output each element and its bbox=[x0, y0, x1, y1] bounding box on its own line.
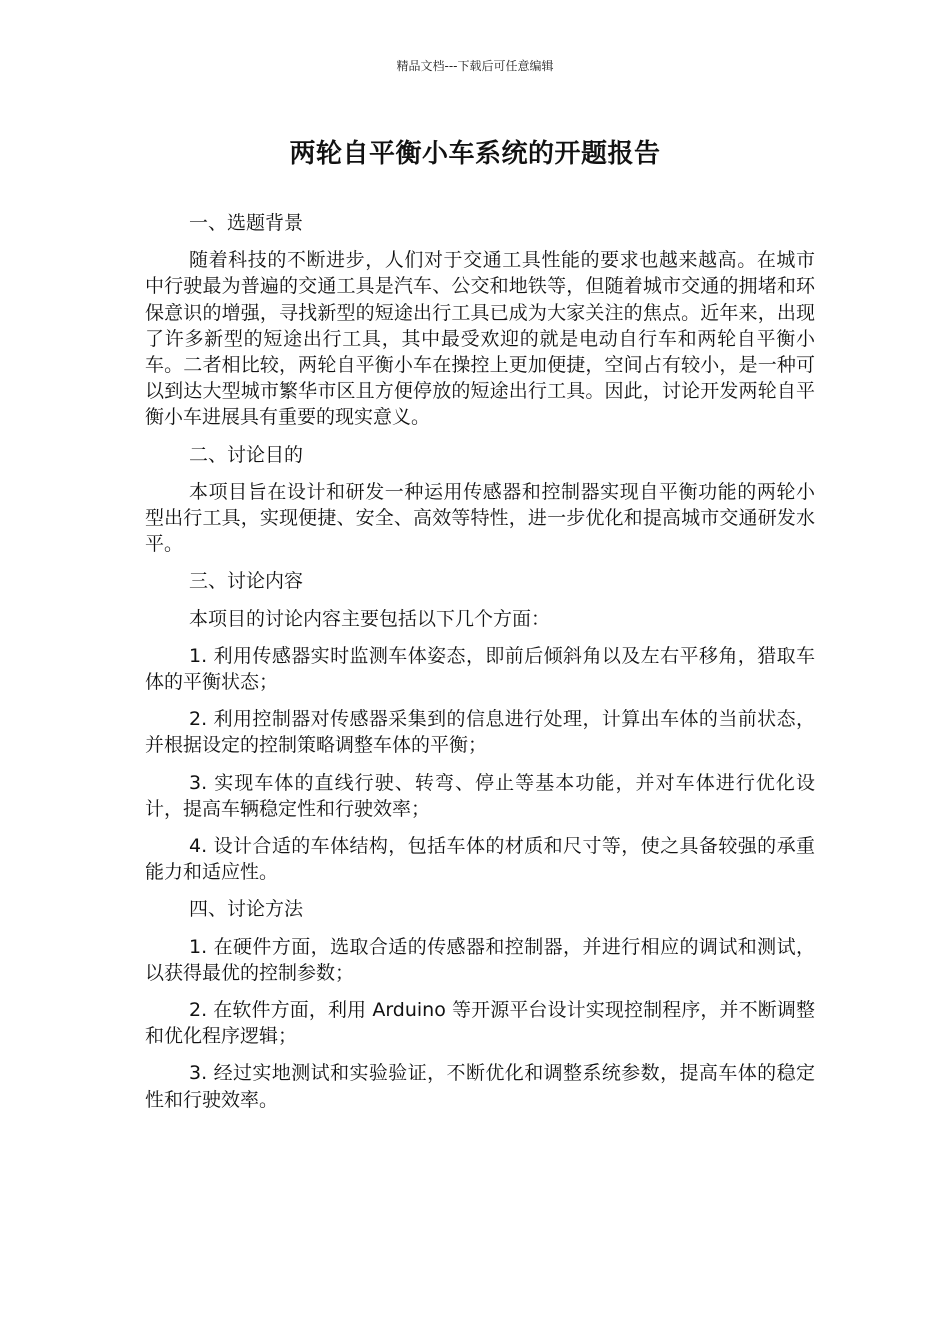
paragraph-content-item-3: 3. 实现车体的直线行驶、转弯、停止等基本功能，并对车体进行优化设计，提高车辆稳定性和行驶效率； bbox=[145, 771, 815, 820]
paragraph-content-item-1: 1. 利用传感器实时监测车体姿态，即前后倾斜角以及左右平移角，猎取车体的平衡状态； bbox=[145, 644, 815, 694]
section-heading-content: 三、讨论内容 bbox=[189, 570, 304, 593]
paragraph-background: 随着科技的不断进步，人们对于交通工具性能的要求也越来越高。在城市中行驶最为普遍的交通工具是汽车、公交和地铁等，但随着城市交通的拥堵和环保意识的增强，寻找新型的短途出行工具已成为大家关注的焦点。近年来，出现了许多新型的短途出行工具，其中最受欢迎的就是电动自行车和两轮自平衡小车。二者相比较，两轮自平衡小车在操控上更加便捷，空间占有较小，是一种可以到达大型城市繁华市区且方便停放的短途出行工具。因此，讨论开发两轮自平衡小车进展具有重要的现实意义。 bbox=[145, 249, 815, 429]
paragraph-purpose: 本项目旨在设计和研发一种运用传感器和控制器实现自平衡功能的两轮小型出行工具，实现便捷、安全、高效等特性，进一步优化和提高城市交通研发水平。 bbox=[145, 480, 815, 556]
paragraph-content-intro: 本项目的讨论内容主要包括以下几个方面： bbox=[189, 607, 551, 630]
section-heading-method: 四、讨论方法 bbox=[189, 898, 304, 921]
document-body bbox=[145, 210, 815, 1124]
paragraph-method-item-3: 3. 经过实地测试和实验验证，不断优化和调整系统参数，提高车体的稳定性和行驶效率。 bbox=[145, 1062, 815, 1111]
paragraph-content-item-4: 4. 设计合适的车体结构，包括车体的材质和尺寸等，使之具备较强的承重能力和适应性。 bbox=[145, 835, 815, 884]
paragraph-method-item-1: 1. 在硬件方面，选取合适的传感器和控制器，并进行相应的调试和测试，以获得最优的控制参数； bbox=[145, 935, 815, 984]
section-heading-purpose: 二、讨论目的 bbox=[189, 443, 304, 466]
document-title: 两轮自平衡小车系统的开题报告 bbox=[289, 139, 661, 169]
section-heading-background: 一、选题背景 bbox=[189, 212, 304, 234]
page-header-watermark: 精品文档---下载后可任意编辑 bbox=[396, 59, 554, 73]
paragraph-content-item-2: 2. 利用控制器对传感器采集到的信息进行处理，计算出车体的当前状态，并根据设定的控制策略调整车体的平衡； bbox=[145, 708, 815, 757]
paragraph-method-item-2: 2. 在软件方面，利用 Arduino 等开源平台设计实现控制程序，并不断调整和优化程序逻辑； bbox=[145, 999, 815, 1048]
